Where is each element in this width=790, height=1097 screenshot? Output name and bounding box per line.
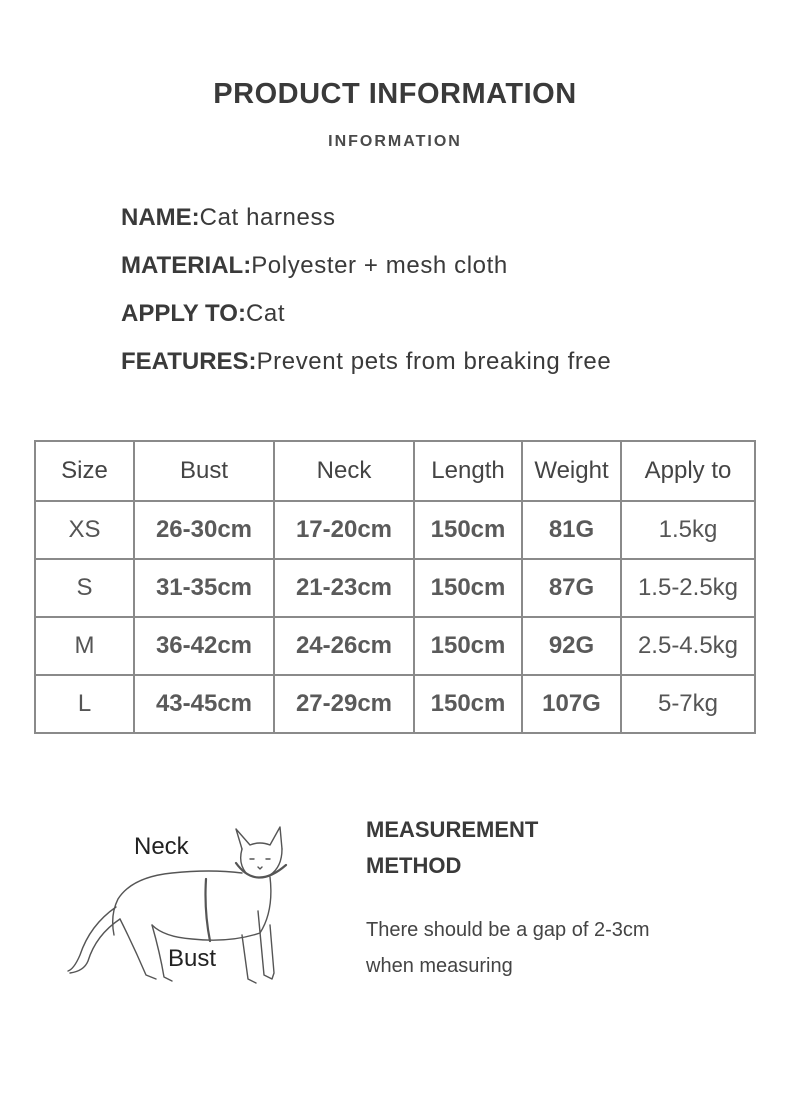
measurement-title-line1: MEASUREMENT — [366, 817, 539, 842]
cell-neck: 24-26cm — [274, 617, 414, 675]
cell-bust: 26-30cm — [134, 501, 274, 559]
info-value: Polyester + mesh cloth — [251, 252, 508, 279]
info-value: Cat — [245, 300, 286, 327]
info-key: APPLY TO: — [121, 300, 246, 327]
header-bust: Bust — [134, 441, 274, 501]
cat-measurement-diagram — [60, 815, 320, 995]
info-name — [121, 204, 611, 252]
cell-weight: 92G — [522, 617, 621, 675]
info-value: Cat harness — [199, 204, 336, 231]
cell-neck: 17-20cm — [274, 501, 414, 559]
neck-label: Neck — [134, 833, 189, 860]
info-material — [121, 252, 611, 300]
cell-bust: 36-42cm — [134, 617, 274, 675]
cell-apply-to: 1.5-2.5kg — [621, 559, 755, 617]
table-row — [35, 559, 755, 617]
measurement-title-line2: METHOD — [366, 853, 462, 878]
cell-size: L — [35, 675, 134, 733]
table-row — [35, 501, 755, 559]
table-row — [35, 675, 755, 733]
measurement-text-line1: There should be a gap of 2-3cm — [366, 919, 650, 941]
cell-size: XS — [35, 501, 134, 559]
cell-neck: 27-29cm — [274, 675, 414, 733]
measurement-text-line2: when measuring — [366, 955, 513, 977]
cell-apply-to: 5-7kg — [621, 675, 755, 733]
cell-weight: 81G — [522, 501, 621, 559]
table-row — [35, 617, 755, 675]
cell-weight: 87G — [522, 559, 621, 617]
bust-label: Bust — [168, 945, 217, 972]
header-length: Length — [414, 441, 522, 501]
cell-apply-to: 2.5-4.5kg — [621, 617, 755, 675]
header-apply-to: Apply to — [621, 441, 755, 501]
cell-neck: 21-23cm — [274, 559, 414, 617]
measurement-title — [366, 812, 538, 884]
header-weight: Weight — [522, 441, 621, 501]
page-subtitle: INFORMATION — [328, 133, 462, 150]
info-key: FEATURES: — [121, 348, 257, 375]
info-value: Prevent pets from breaking free — [256, 348, 612, 375]
info-apply-to — [121, 300, 611, 348]
cell-apply-to: 1.5kg — [621, 501, 755, 559]
page-title: PRODUCT INFORMATION — [213, 78, 577, 110]
cell-length: 150cm — [414, 501, 522, 559]
cell-length: 150cm — [414, 617, 522, 675]
size-table — [34, 440, 756, 734]
cell-length: 150cm — [414, 675, 522, 733]
cell-weight: 107G — [522, 675, 621, 733]
header-size: Size — [35, 441, 134, 501]
cell-length: 150cm — [414, 559, 522, 617]
measurement-text — [366, 912, 650, 984]
cell-size: S — [35, 559, 134, 617]
info-features — [121, 348, 611, 396]
cell-bust: 31-35cm — [134, 559, 274, 617]
info-key: MATERIAL: — [121, 252, 252, 279]
header-neck: Neck — [274, 441, 414, 501]
cell-bust: 43-45cm — [134, 675, 274, 733]
info-key: NAME: — [121, 204, 200, 231]
product-info — [121, 204, 611, 396]
cell-size: M — [35, 617, 134, 675]
table-header-row — [35, 441, 755, 501]
